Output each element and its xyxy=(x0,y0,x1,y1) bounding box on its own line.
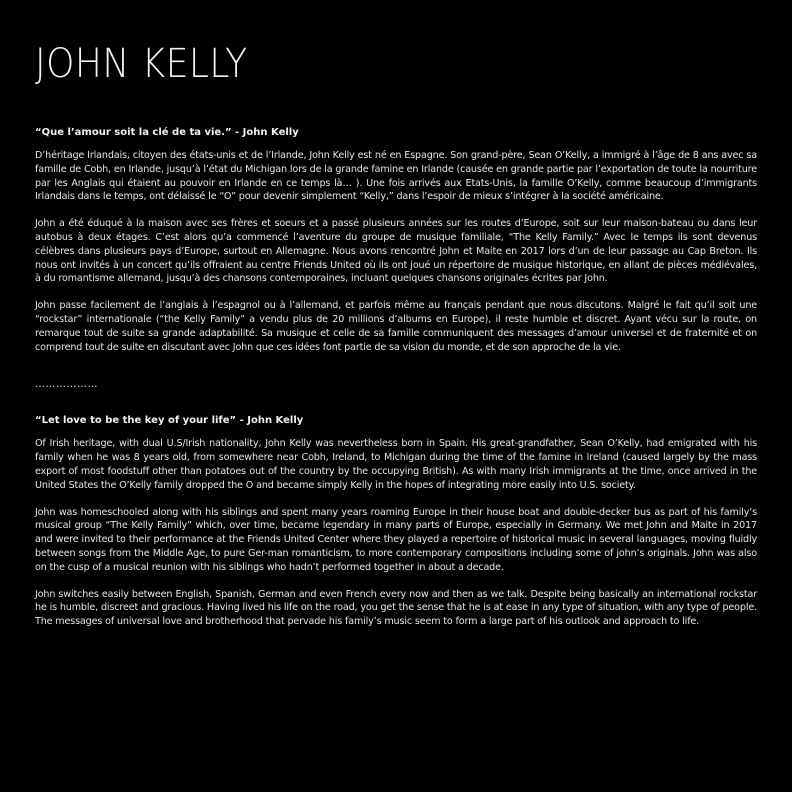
english-quote: “Let love to be the key of your life” - John Kelly xyxy=(35,415,304,427)
french-paragraph-1: D’héritage Irlandais, citoyen des états-unis et de l’Irlande, John Kelly est né en Espagne. Son grand-père, Sean O’Kelly, a immigré à l’âge de 8 ans avec sa famille de Cobh, en Irlande, jusqu’à l’état du Michigan lors de la grande famine en Irlande (causée en grande partie par l’exportation de toute la nourriture par les Anglais qui étaient au pouvoir en Irlande en ce temps là… ). Une fois arrivés aux Etats-Unis, la famille O’Kelly, comme beaucoup d’immigrants Irlandais dans le temps, ont délaissé le “O” pour devenir simplement “Kelly,” dans l’espoir de mieux s’intégrer à la société américaine. xyxy=(35,150,757,203)
english-paragraph-1: Of Irish heritage, with dual U.S/Irish nationality, John Kelly was nevertheless born in Spain. His great-grandfather, Sean O’Kelly, had emigrated with his family when he was 8 years old, from somewhere near Cobh, Ireland, to Michigan during the time of the famine in Ireland (caused largely by the mass export of most foodstuff other than potatoes out of the country by the occupying British). As with many Irish immigrants at the time, once arrived in the United States the O’Kelly family dropped the O and became simply Kelly in the hopes of integrating more easily into U.S. society. xyxy=(35,438,757,491)
page xyxy=(35,0,757,792)
english-paragraph-2: John was homeschooled along with his siblings and spent many years roaming Europe in their house boat and double-decker bus as part of his family’s musical group “The Kelly Family” which, over time, became legendary in many parts of Europe, especially in Germany. We met John and Maite in 2017 and were invited to their performance at the Friends United Center where they played a repertoire of historical music in several languages, moving fluidly between songs from the Middle Age, to pure Ger-man romanticism, to more contemporary compositions including some of john’s originals. John was also on the cusp of a musical reunion with his siblings who hadn’t performed together in about a decade. xyxy=(35,506,757,573)
section-divider: ……………… xyxy=(35,379,98,391)
english-paragraph-3: John switches easily between English, Spanish, German and even French every now and then as we talk. Despite being basically an international rockstar he is humble, discreet and gracious. Having lived his life on the road, you get the sense that he is at ease in any type of situation, with any type of people. The messages of universal love and brotherhood that pervade his family’s music seem to form a large part of his outlook and approach to life. xyxy=(35,588,757,628)
french-paragraph-2: John a été éduqué à la maison avec ses frères et soeurs et a passé plusieurs années sur les routes d’Europe, soit sur leur maison-bateau ou dans leur autobus à deux étages. C’est alors qu’a commencé l’aventure du groupe de musique familiale, “The Kelly Family.” Avec le temps ils sont devenus célèbres dans plusieurs pays d’Europe, surtout en Allemagne. Nous avons rencontré John et Maite en 2017 lors d’un de leur passage au Cap Breton. Ils nous ont invités à un concert qu’ils offraient au centre Friends United où ils ont joué un répertoire de musique historique, en allant de pièces médiévales, à du romantisme allemand, jusqu’à des chansons contemporaines, incluant quelques chansons originales écrites par John. xyxy=(35,218,757,285)
french-quote: “Que l’amour soit la clé de ta vie.” - John Kelly xyxy=(35,127,299,138)
page-title: JOHN KELLY xyxy=(35,41,248,87)
french-paragraph-3: John passe facilement de l’anglais à l’espagnol ou à l’allemand, et parfois même au français pendant que nous discutons. Malgré le fait qu’il soit une “rockstar” internationale (“the Kelly Family” a vendu plus de 20 millions d’albums en Europe), il reste humble et discret. Ayant vécu sur la route, on remarque tout de suite sa grande adaptabilité. Sa musique et celle de sa famille communiquent des messages d’amour universel et de fraternité et on comprend tout de suite en discutant avec John que ces idées font partie de sa vision du monde, et de son approche de la vie. xyxy=(35,300,757,353)
article-content xyxy=(35,126,757,642)
